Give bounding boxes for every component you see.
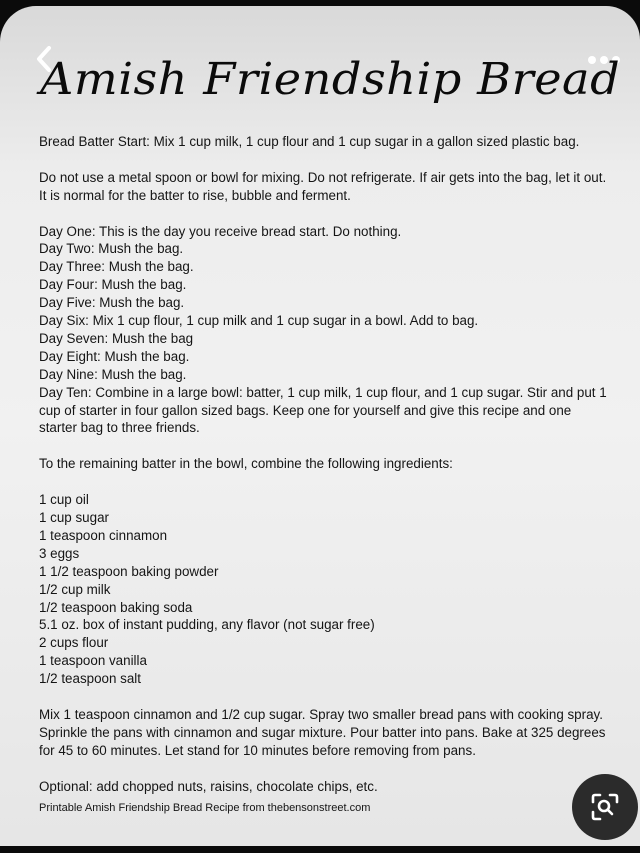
visual-search-icon	[589, 791, 621, 823]
day-step: Day One: This is the day you receive bread start. Do nothing.	[39, 223, 402, 239]
ingredient-item: 1/2 teaspoon baking soda	[39, 599, 193, 615]
ingredients-list	[39, 491, 607, 688]
day-step: Day Ten: Combine in a large bowl: batter, 1 cup milk, 1 cup flour, and 1 cup sugar. Stir and put 1 cup of starter in four gallon sized bags. Keep one for yourself and give this recipe and one starter bag to three friends.	[39, 384, 607, 436]
day-steps-list	[39, 223, 607, 438]
recipe-card	[0, 6, 640, 846]
ingredient-item: 2 cups flour	[39, 635, 109, 651]
day-step: Day Seven: Mush the bag	[39, 330, 194, 346]
source-credit: Printable Amish Friendship Bread Recipe from thebensonstreet.com	[39, 802, 371, 815]
remaining-batter-intro: To the remaining batter in the bowl, combine the following ingredients:	[39, 456, 453, 472]
day-step: Day Nine: Mush the bag.	[39, 366, 187, 382]
optional-note: Optional: add chopped nuts, raisins, chocolate chips, etc.	[39, 778, 378, 794]
ingredient-item: 1 teaspoon cinnamon	[39, 527, 168, 543]
ingredient-item: 1 cup sugar	[39, 509, 109, 525]
ingredient-item: 1/2 cup milk	[39, 581, 111, 597]
ingredient-item: 1 teaspoon vanilla	[39, 653, 147, 669]
ingredient-item: 5.1 oz. box of instant pudding, any flavor (not sugar free)	[39, 617, 375, 633]
baking-instructions: Mix 1 teaspoon cinnamon and 1/2 cup sugar. Spray two smaller bread pans with cooking spray. Sprinkle the pans with cinnamon and sugar mixture. Pour batter into pans. Bake at 325 degrees for 45 to 60 minutes. Let stand for 10 minutes before removing from pans.	[39, 706, 606, 758]
visual-search-button[interactable]	[572, 774, 638, 840]
day-step: Day Four: Mush the bag.	[39, 277, 187, 293]
day-step: Day Five: Mush the bag.	[39, 295, 185, 311]
ingredient-item: 3 eggs	[39, 545, 80, 561]
ingredient-item: 1/2 teaspoon salt	[39, 671, 141, 687]
ingredient-item: 1 cup oil	[39, 492, 89, 508]
day-step: Day Eight: Mush the bag.	[39, 348, 190, 364]
intro-paragraph-start: Bread Batter Start: Mix 1 cup milk, 1 cup flour and 1 cup sugar in a gallon sized plastic bag.	[39, 134, 580, 149]
recipe-title: Amish Friendship Bread	[40, 54, 621, 105]
day-step: Day Six: Mix 1 cup flour, 1 cup milk and 1 cup sugar in a bowl. Add to bag.	[39, 313, 479, 329]
day-step: Day Three: Mush the bag.	[39, 259, 194, 275]
intro-paragraph-notes: Do not use a metal spoon or bowl for mixing. Do not refrigerate. If air gets into the bag, let it out. It is normal for the batter to rise, bubble and ferment.	[39, 169, 607, 203]
recipe-body	[39, 133, 607, 816]
ingredient-item: 1 1/2 teaspoon baking powder	[39, 563, 219, 579]
day-step: Day Two: Mush the bag.	[39, 241, 184, 257]
